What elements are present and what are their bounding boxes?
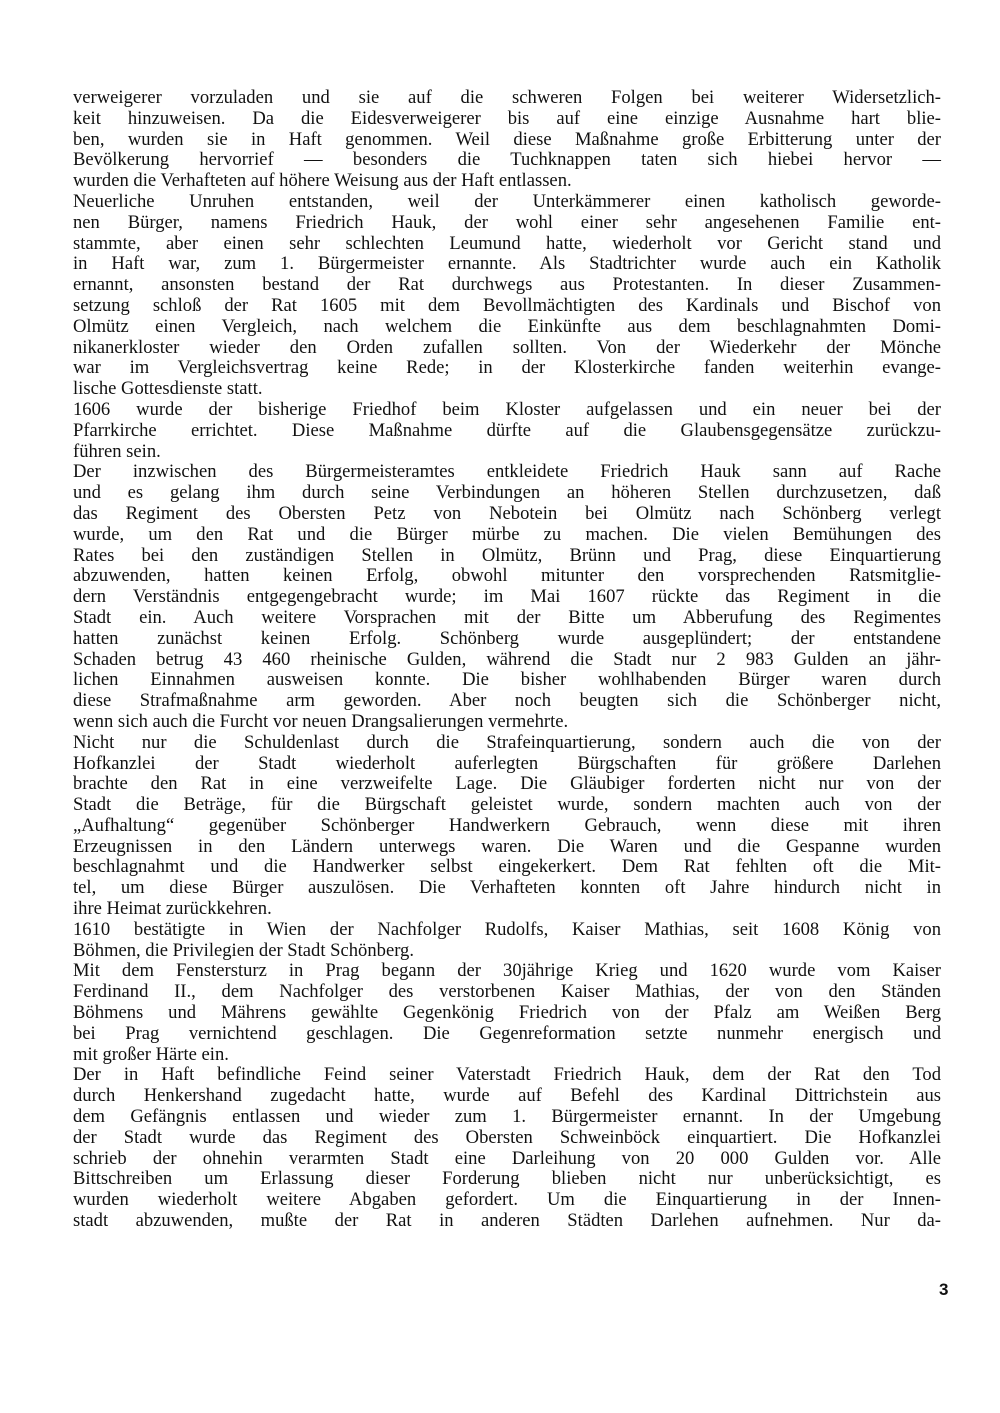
paragraph [73,462,941,732]
text-line: diese Strafmaßnahme arm geworden. Aber noch beugten sich die Schönberger nicht, [73,690,941,712]
text-line: hatten zunächst keinen Erfolg. Schönberg wurde ausgeplündert; der entstandene [73,627,941,649]
text-line: wurden die Verhafteten auf höhere Weisung aus der Haft entlassen. [73,170,572,192]
text-line: wurde, um den Rat und die Bürger mürbe zu machen. Die vielen Bemühungen des [73,523,941,545]
text-line: Nicht nur die Schuldenlast durch die Strafeinquartierung, sondern auch die von der [73,731,941,753]
text-line: Rates bei den zuständigen Stellen in Olmütz, Brünn und Prag, diese Einquartierung [73,544,941,566]
text-line: in Haft war, zum 1. Bürgermeister ernannte. Als Stadtrichter wurde auch ein Katholik [73,253,941,275]
document-body [73,88,941,1232]
text-line: setzung schloß der Rat 1605 mit dem Bevollmächtigten des Kardinals und Bischof von [73,294,941,316]
text-line: stadt abzuwenden, mußte der Rat in anderen Städten Darlehen aufnehmen. Nur da- [73,1210,941,1232]
text-line: war im Vergleichsvertrag keine Rede; in der Klosterkirche fanden weiterhin evange- [73,357,941,379]
text-line: Pfarrkirche errichtet. Diese Maßnahme dürfte auf die Glaubensgegensätze zurückzu- [73,419,941,441]
text-line: stammte, aber einen sehr schlechten Leumund hatte, wiederholt vor Gericht stand und [73,232,941,254]
text-line: wenn sich auch die Furcht vor neuen Drangsalierungen vermehrte. [73,710,569,732]
text-line: 1606 wurde der bisherige Friedhof beim Kloster aufgelassen und ein neuer bei der [73,398,941,420]
text-line: keit hinzuweisen. Da die Eidesverweigerer bis auf eine einzige Ausnahme hart blie- [73,107,941,129]
text-line: beschlagnahmt und die Handwerker selbst eingekerkert. Dem Rat fehlten oft die Mit- [73,856,941,878]
text-line: nikanerkloster wieder den Orden zufallen sollten. Von der Wiederkehr der Mönche [73,336,941,358]
text-line: Böhmens und Mährens gewählte Gegenkönig Friedrich von der Pfalz am Weißen Berg [73,1002,941,1024]
paragraph [73,733,941,920]
text-line: schrieb der ohnehin verarmten Stadt eine Darleihung von 20 000 Gulden vor. Alle [73,1147,941,1169]
text-line: das Regiment des Obersten Petz von Nebotein bei Olmütz nach Schönberg verlegt [73,502,941,524]
text-line: verweigerer vorzuladen und sie auf die schweren Folgen bei weiterer Widersetzlich- [73,87,941,108]
text-line: Erzeugnissen in den Ländern unterwegs waren. Die Waren und die Gespanne wurden [73,835,941,857]
text-line: und es gelang ihm durch seine Verbindungen an höheren Stellen durchzusetzen, daß [73,482,941,504]
text-line: nen Bürger, namens Friedrich Hauk, der wohl einer sehr angesehenen Familie ent- [73,211,941,233]
text-line: Stadt die Beträge, für die Bürgschaft geleistet wurde, sondern machten auch von der [73,794,941,816]
text-line: führen sein. [73,440,161,462]
paragraph [73,920,941,962]
text-line: lichen Einnahmen ausweisen konnte. Die bisher wohlhabenden Bürger waren durch [73,669,941,691]
text-line: Mit dem Fenstersturz in Prag begann der 30jährige Krieg und 1620 wurde vom Kaiser [73,960,941,982]
text-line: Böhmen, die Privilegien der Stadt Schönberg. [73,939,415,961]
page-number: 3 [939,1280,949,1299]
text-line: bei Prag vernichtend geschlagen. Die Gegenreformation setzte nunmehr energisch und [73,1022,941,1044]
text-line: ernannt, ansonsten bestand der Rat durchwegs aus Protestanten. In dieser Zusammen- [73,274,941,296]
text-line: Bittschreiben um Erlassung dieser Forderung blieben nicht nur unberücksichtigt, es [73,1168,941,1190]
text-line: Der inzwischen des Bürgermeisteramtes entkleidete Friedrich Hauk sann auf Rache [73,461,941,483]
text-line: der Stadt wurde das Regiment des Obersten Schweinböck einquartiert. Die Hofkanzlei [73,1126,941,1148]
text-line: dern Verständnis entgegengebracht wurde; im Mai 1607 rückte das Regiment in die [73,586,941,608]
text-line: ben, wurden sie in Haft genommen. Weil diese Maßnahme große Erbitterung unter der [73,128,941,150]
text-line: ihre Heimat zurückkehren. [73,898,272,920]
text-line: 1610 bestätigte in Wien der Nachfolger Rudolfs, Kaiser Mathias, seit 1608 König von [73,918,941,940]
text-line: Ferdinand II., dem Nachfolger des verstorbenen Kaiser Mathias, der von den Ständen [73,981,941,1003]
text-line: tel, um diese Bürger auszulösen. Die Verhafteten konnten oft Jahre hindurch nicht in [73,877,941,899]
text-line: wurden wiederholt weitere Abgaben gefordert. Um die Einquartierung in der Innen- [73,1189,941,1211]
text-line: abzuwenden, hatten keinen Erfolg, obwohl mitunter den vorsprechenden Ratsmitglie- [73,565,941,587]
paragraph [73,88,941,192]
paragraph [73,400,941,462]
text-line: lische Gottesdienste statt. [73,378,263,400]
text-line: „Aufhaltung“ gegenüber Schönberger Handwerkern Gebrauch, wenn diese mit ihren [73,814,941,836]
text-line: Der in Haft befindliche Feind seiner Vaterstadt Friedrich Hauk, dem der Rat den Tod [73,1064,941,1086]
paragraph [73,961,941,1065]
paragraph [73,192,941,400]
text-line: Schaden betrug 43 460 rheinische Gulden, während die Stadt nur 2 983 Gulden an jähr- [73,648,941,670]
text-line: brachte den Rat in eine verzweifelte Lage. Die Gläubiger forderten nicht nur von der [73,773,941,795]
text-line: Bevölkerung hervorrief — besonders die Tuchknappen taten sich hiebei hervor — [73,149,941,171]
text-line: durch Henkershand zugedacht hatte, wurde auf Befehl des Kardinal Dittrichstein aus [73,1085,941,1107]
text-line: Stadt ein. Auch weitere Vorsprachen mit der Bitte um Abberufung des Regimentes [73,606,941,628]
paragraph [73,1065,941,1231]
text-line: dem Gefängnis entlassen und wieder zum 1. Bürgermeister ernannt. In der Umgebung [73,1106,941,1128]
text-line: Olmütz einen Vergleich, nach welchem die Einkünfte aus dem beschlagnahmten Domi- [73,315,941,337]
text-line: mit großer Härte ein. [73,1043,229,1065]
text-line: Neuerliche Unruhen entstanden, weil der Unterkämmerer einen katholisch geworde- [73,190,941,212]
text-line: Hofkanzlei der Stadt wiederholt auferlegten Bürgschaften für größere Darlehen [73,752,941,774]
